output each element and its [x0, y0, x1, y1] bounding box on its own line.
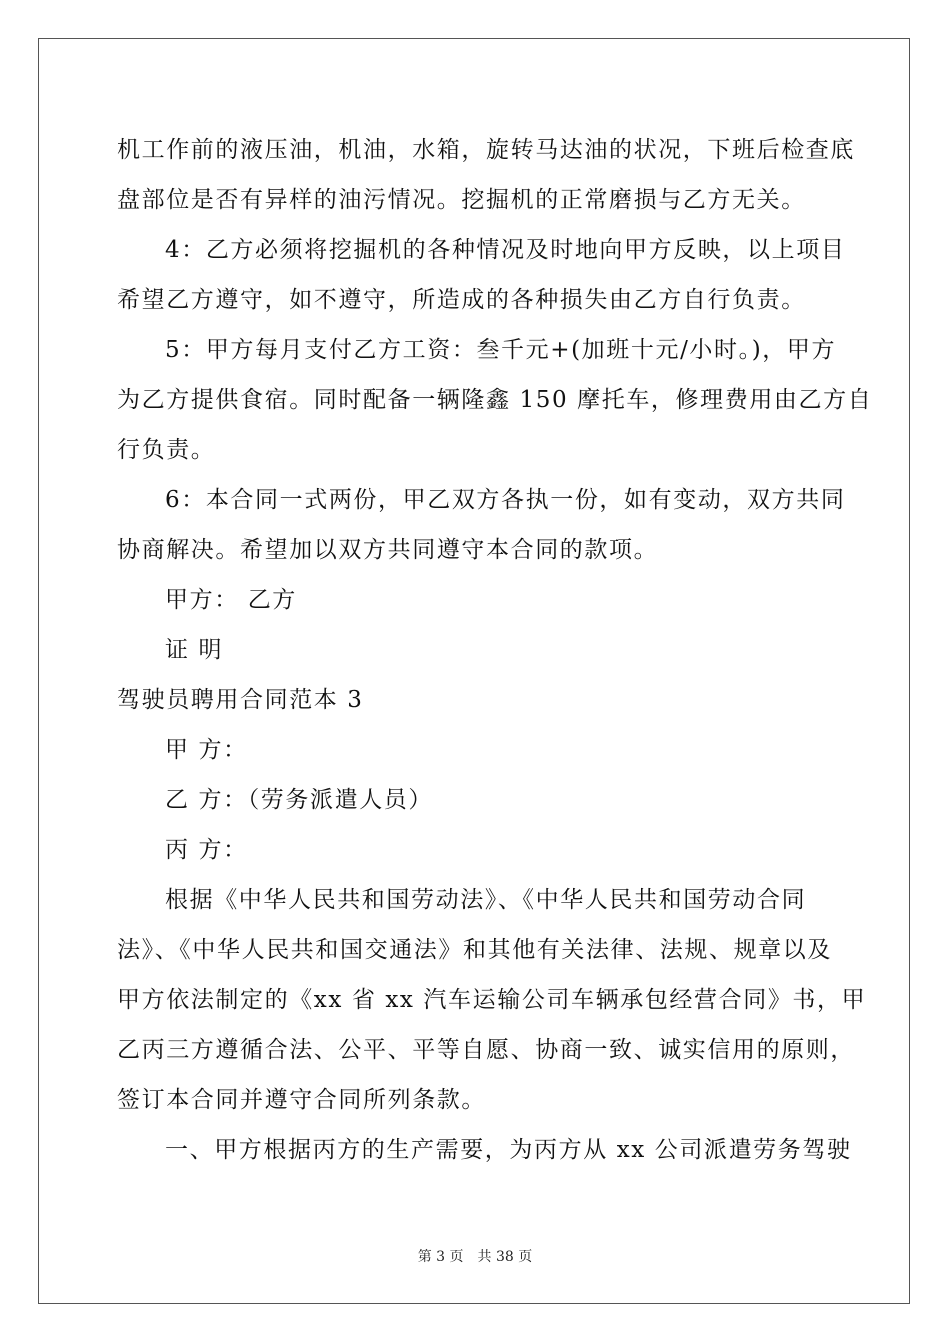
witness-label: 证 明: [165, 637, 224, 663]
body-line: 希望乙方遵守，如不遵守，所造成的各种损失由乙方自行负责。: [117, 287, 806, 313]
body-line: 5：甲方每月支付乙方工资：叁千元+(加班十元/小时。)，甲方: [165, 337, 837, 363]
party-a-field: 甲 方：: [165, 737, 248, 763]
signature-parties: 甲方： 乙方: [165, 587, 297, 613]
body-line: 一、甲方根据丙方的生产需要，为丙方从 xx 公司派遣劳务驾驶: [165, 1137, 852, 1163]
body-line: 甲方依法制定的《xx 省 xx 汽车运输公司车辆承包经营合同》书，甲: [117, 987, 867, 1013]
party-b-field: 乙 方：（劳务派遣人员）: [165, 787, 434, 813]
body-line: 机工作前的液压油，机油，水箱，旋转马达油的状况，下班后检查底: [117, 137, 855, 163]
body-line: 根据《中华人民共和国劳动法》、《中华人民共和国劳动合同: [165, 887, 807, 913]
party-c-field: 丙 方：: [165, 837, 248, 863]
body-line: 签订本合同并遵守合同所列条款。: [117, 1087, 486, 1113]
body-line: 为乙方提供食宿。同时配备一辆隆鑫 150 摩托车，修理费用由乙方自: [117, 387, 873, 413]
body-line: 盘部位是否有异样的油污情况。挖掘机的正常磨损与乙方无关。: [117, 187, 806, 213]
body-line: 乙丙三方遵循合法、公平、平等自愿、协商一致、诚实信用的原则，: [117, 1037, 855, 1063]
body-line: 4：乙方必须将挖掘机的各种情况及时地向甲方反映，以上项目: [165, 237, 846, 263]
page-border: [38, 38, 910, 1304]
body-line: 行负责。: [117, 437, 216, 463]
body-line: 6：本合同一式两份，甲乙双方各执一份，如有变动，双方共同: [165, 487, 846, 513]
body-line: 协商解决。希望加以双方共同遵守本合同的款项。: [117, 537, 659, 563]
body-line: 法》、《中华人民共和国交通法》和其他有关法律、法规、规章以及: [117, 937, 832, 963]
page-number-footer: 第 3 页 共 38 页: [417, 1249, 533, 1265]
section-title: 驾驶员聘用合同范本 3: [117, 687, 364, 713]
